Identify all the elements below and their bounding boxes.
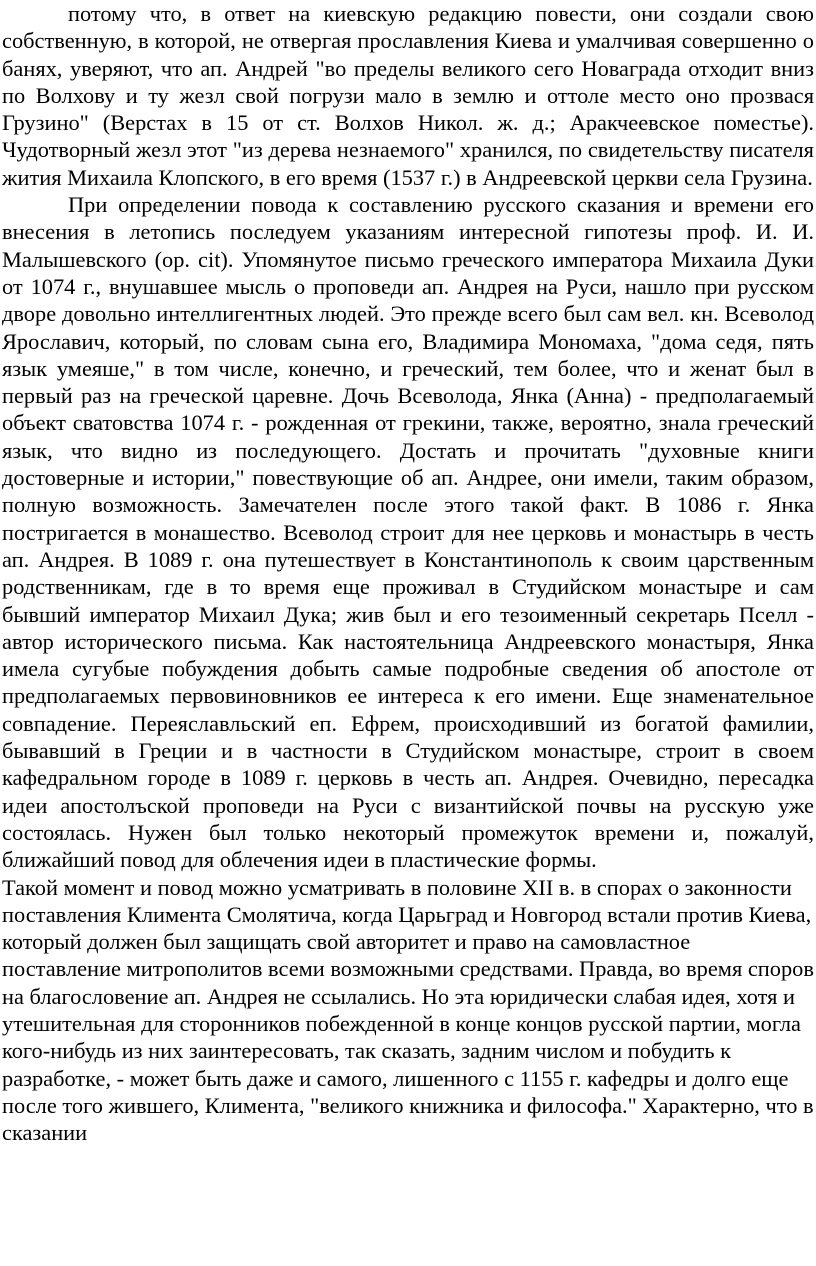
paragraph-2: При определении повода к составлению русского сказания и времени его внесения в летопись последуем указаниям интересной гипотезы проф. И. И. Малышевского (op. cit). Упомянутое письмо греческого императора Михаила Дуки от 1074 г., внушавшее мысль о проповеди ап. Андрея на Руси, нашло при русском дворе довольно интеллигентных людей. Это прежде всего был сам вел. кн. Всеволод Ярославич, который, по словам сына его, Владимира Мономаха, "дома седя, пять язык умеяше," в том числе, конечно, и греческий, тем более, что и женат был в первый раз на греческой царевне. Дочь Всеволода, Янка (Анна) - предполагаемый объект сватовства 1074 г. - рожденная от грекини, также, вероятно, знала греческий язык, что видно из последующего. Достать и прочитать "духовные книги достоверные и истории," повествующие об ап. Андрее, они имели, таким образом, полную возможность. Замечателен после этого такой факт. В 1086 г. Янка постригается в монашество. Всеволод строит для нее церковь и монастырь в честь ап. Андрея. В 1089 г. она путешествует в Константинополь к своим царственным родственникам, где в то время еще проживал в Студийском монастыре и сам бывший император Михаил Дука; жив был и его тезоименный секретарь Пселл - автор исторического письма. Как настоятельница Андреевского монастыря, Янка имела сугубые побуждения добыть самые подробные сведения об апостоле от предполагаемых первовиновников ее интереса к его имени. Еще знаменательное совпадение. Переяславльский еп. Ефрем, происходивший из богатой фамилии, бывавший в Греции и в частности в Студийском монастыре, строит в своем кафедральном городе в 1089 г. церковь в честь ап. Андрея. Очевидно, пересадка идеи апостолъской проповеди на Руси с византийской почвы на русскую уже состоялась. Нужен был только некоторый промежуток времени и, пожалуй, ближайший повод для облечения идеи в пластические формы. (2, 192, 814, 873)
document-page (2, 0, 814, 1146)
paragraph-3: Такой момент и повод можно усматривать в половине XII в. в спорах о законности поставления Климента Смолятича, когда Царьград и Новгород встали против Киева, который должен был защищать свой авторитет и право на самовластное поставление митрополитов всеми возможными средствами. Правда, во время споров на благословение ап. Андрея не ссылались. Но эта юридически слабая идея, хотя и утешительная для сторонников побежденной в конце концов русской партии, могла кого-нибудь из них заинтересовать, так сказать, задним числом и побудить к разработке, - может быть даже и самого, лишенного с 1155 г. кафедры и долго еще после того жившего, Климента, "великого книжника и философа." Характерно, что в сказании (2, 874, 814, 1146)
paragraph-1: потому что, в ответ на киевскую редакцию повести, они создали свою собственную, в которой, не отвергая прославления Киева и умалчивая совершенно о банях, уверяют, что ап. Андрей "во пределы великого сего Новаграда отходит вниз по Волхову и ту жезл свой погрузи мало в землю и оттоле место оно прозвася Грузино" (Верстах в 15 от ст. Волхов Никол. ж. д.; Аракчеевское поместье). Чудотворный жезл этот "из дерева незнаемого" хранился, по свидетельству писателя жития Михаила Клопского, в его время (1537 г.) в Андреевской церкви села Грузина. (2, 1, 814, 190)
